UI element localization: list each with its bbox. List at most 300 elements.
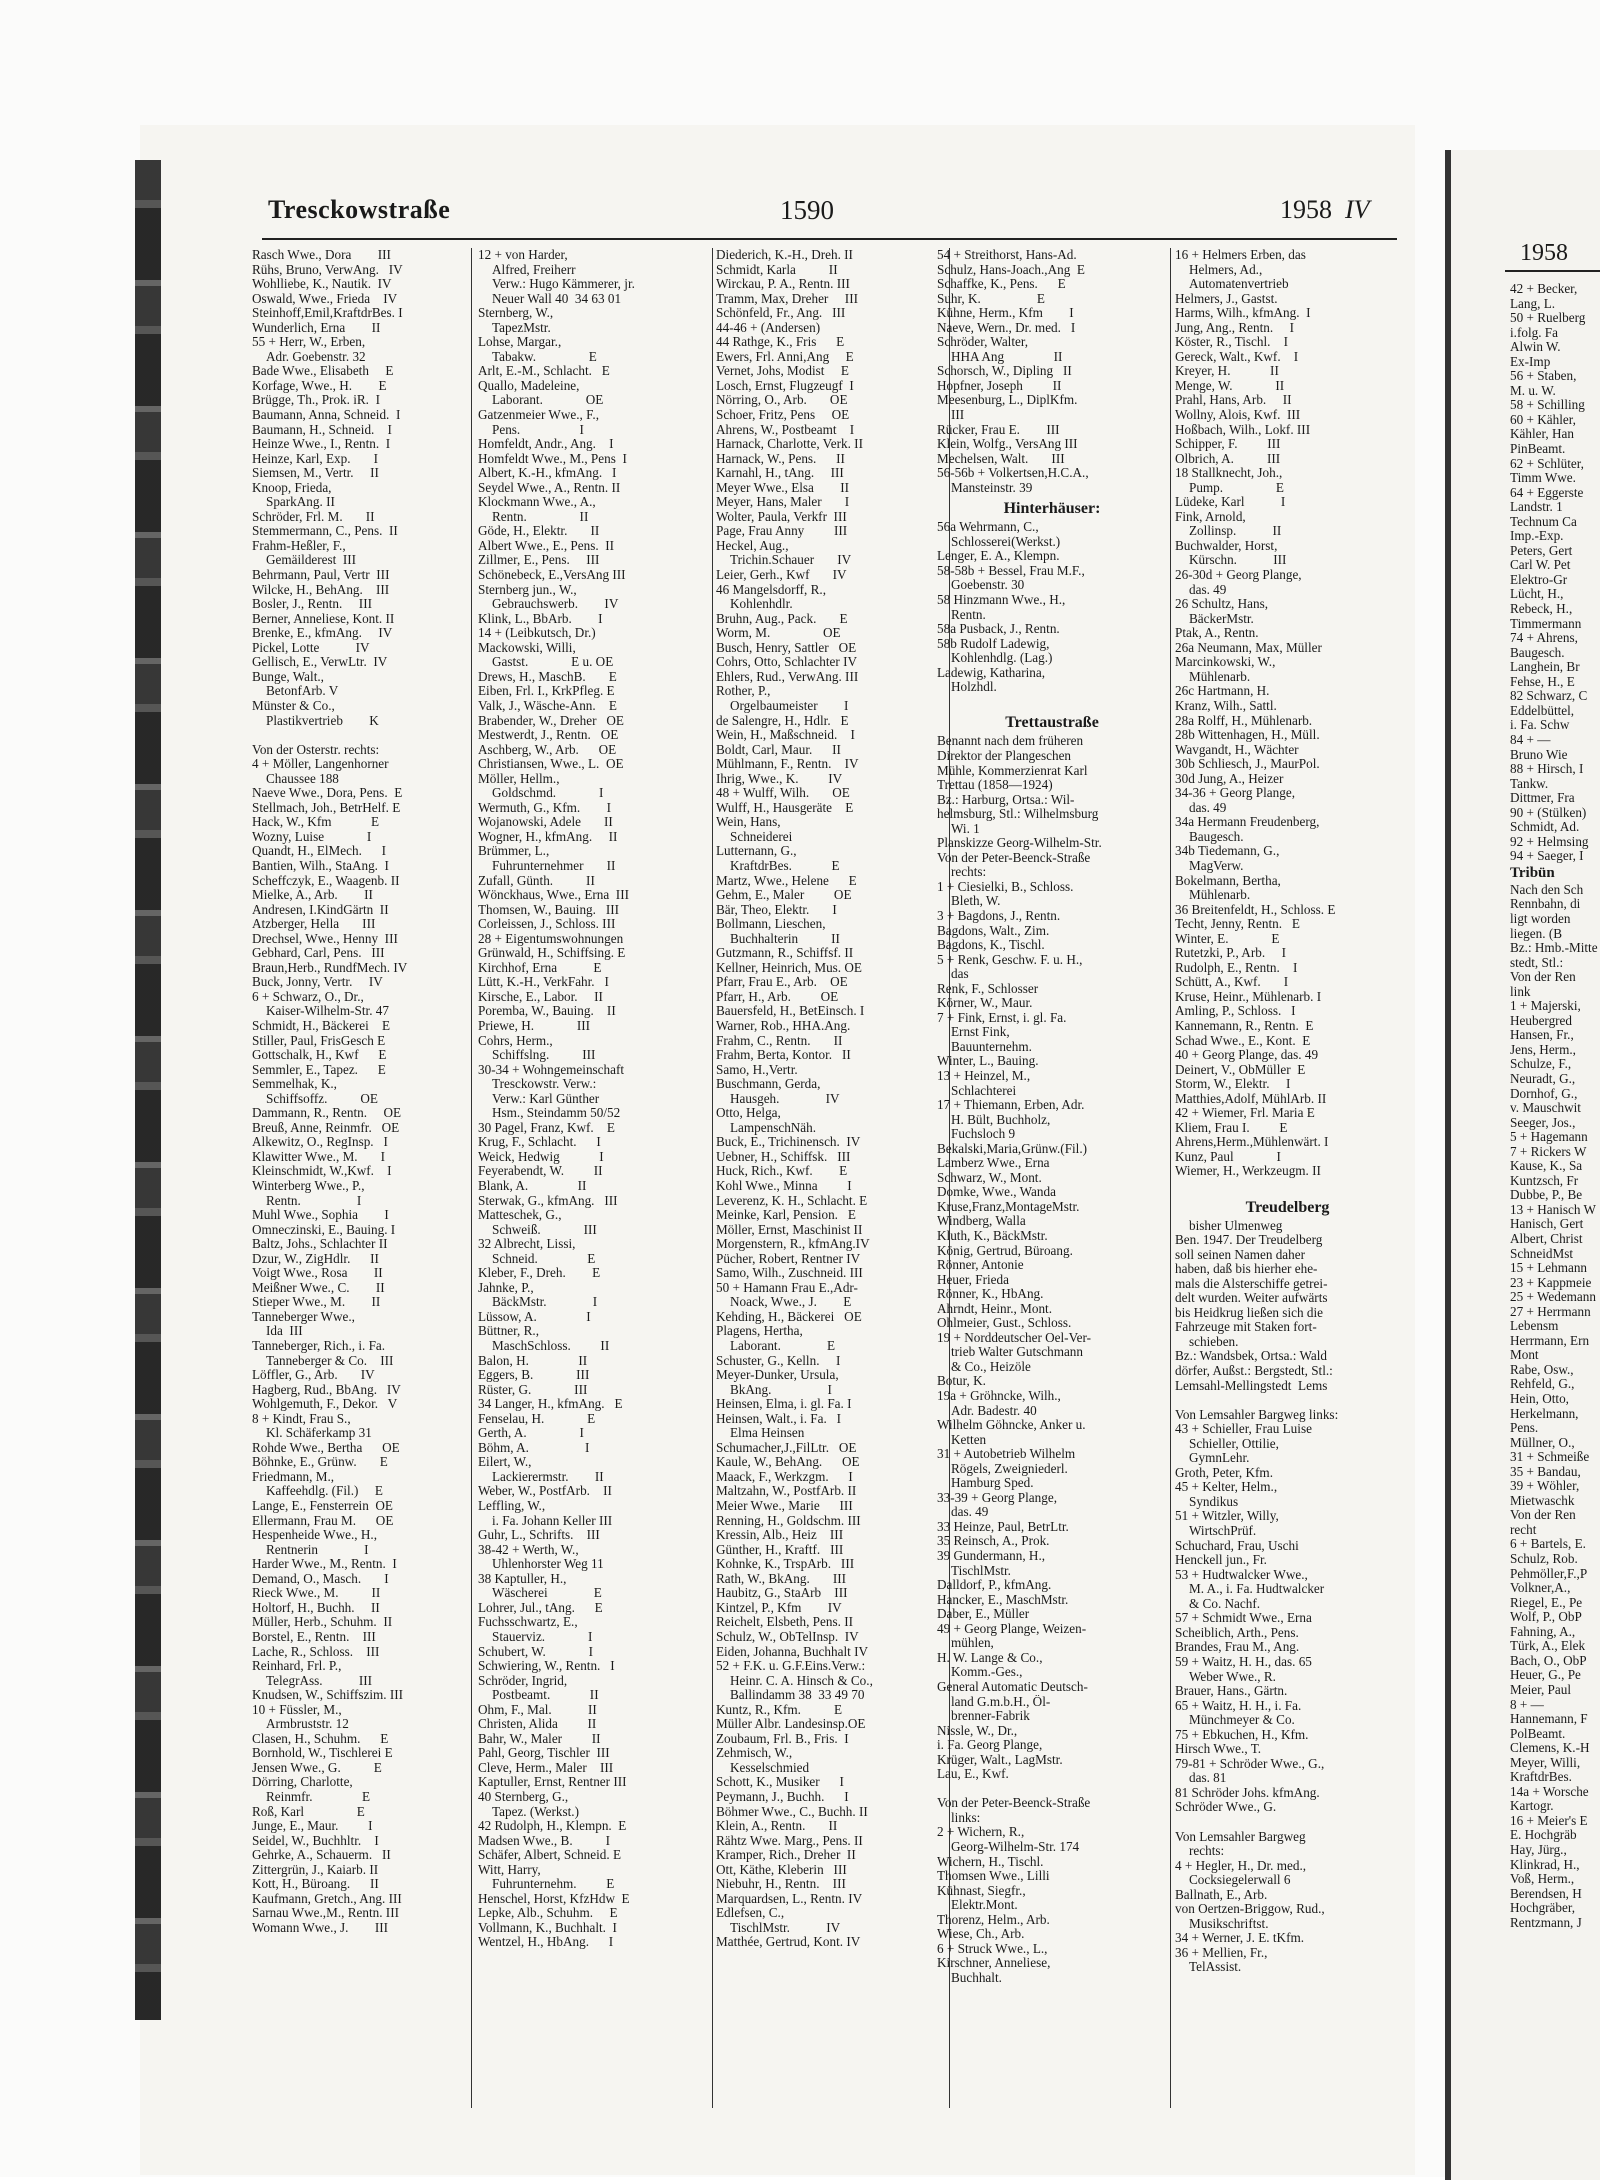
directory-entry: 48 + Wulff, Wilh. OE xyxy=(716,786,850,801)
directory-entry: Atzberger, Hella III xyxy=(252,917,376,932)
directory-entry: Günther, H., Kraftf. III xyxy=(716,1542,844,1557)
directory-entry: Kranz, Wilh., Sattl. xyxy=(1175,698,1277,713)
directory-entry: Bz.: Wandsbek, Ortsa.: Wald xyxy=(1175,1349,1327,1364)
directory-entry: Fahrzeuge mit Staken fort- xyxy=(1175,1320,1317,1335)
directory-entry: 34-36 + Georg Plange, xyxy=(1175,786,1296,801)
directory-entry: Hagberg, Rud., BbAng. IV xyxy=(252,1382,401,1397)
directory-entry: 55 + Herr, W., Erben, xyxy=(252,335,366,350)
directory-entry: Meißner Wwe., C. II xyxy=(252,1280,385,1295)
directory-entry: 44 Rathge, K., Fris E xyxy=(716,335,845,350)
entry-continuation: mühlen, xyxy=(951,1636,994,1651)
entry-continuation: TelegrAss. III xyxy=(266,1673,373,1688)
directory-entry: Von Lemsahler Bargweg links: xyxy=(1175,1407,1339,1422)
entry-continuation: Fahning, A., xyxy=(1510,1623,1576,1639)
directory-entry: Plagens, Hertha, xyxy=(716,1324,803,1339)
directory-column-5 xyxy=(1175,248,1400,2128)
entry-continuation: Postbeamt. II xyxy=(492,1688,599,1703)
directory-entry: Alkewitz, O., RegInsp. I xyxy=(252,1135,388,1150)
directory-entry: 2 + Wichern, R., xyxy=(937,1825,1025,1840)
entry-continuation: Verw.: Karl Günther xyxy=(492,1091,600,1106)
directory-entry: Rieck Wwe., M. II xyxy=(252,1586,381,1601)
directory-entry: Mühle, Kommerzienrat Karl xyxy=(937,763,1088,778)
directory-entry: Zehmisch, W., xyxy=(716,1746,793,1761)
directory-entry: 13 + Heinzel, M., xyxy=(937,1068,1031,1083)
entry-continuation: Wi. 1 xyxy=(951,821,980,836)
directory-entry: 38 Kaptuller, H., xyxy=(478,1571,567,1586)
directory-entry: Kleber, F., Dreh. E xyxy=(478,1266,601,1281)
entry-continuation: Tabakw. E xyxy=(492,349,597,364)
entry-continuation: Langhein, Br xyxy=(1510,659,1580,675)
entry-continuation: Berendsen, H xyxy=(1510,1885,1582,1901)
directory-entry: 32 Albrecht, Lissi, xyxy=(478,1237,576,1252)
directory-entry: Bär, Theo, Elektr. I xyxy=(716,902,837,917)
directory-entry: Tanneberger, Rich., i. Fa. xyxy=(252,1339,386,1354)
entry-continuation: Kohlenhdlr. xyxy=(730,597,793,612)
directory-entry: Bade Wwe., Elisabeth E xyxy=(252,364,394,379)
directory-entry: Quandt, H., ElMech. I xyxy=(252,844,387,859)
directory-entry: Lange, E., Fensterrein OE xyxy=(252,1499,393,1514)
directory-entry: Kleinschmidt, W.,Kwf. I xyxy=(252,1164,392,1179)
directory-entry: Berner, Anneliese, Kont. II xyxy=(252,611,395,626)
directory-entry: Rasch Wwe., Dora III xyxy=(252,248,391,262)
entry-continuation: TapezMstr. xyxy=(492,320,551,335)
entry-continuation: das. 49 xyxy=(1189,582,1227,597)
directory-entry: Menge, W. II xyxy=(1175,378,1285,393)
directory-entry: Botur, K. xyxy=(937,1374,986,1389)
entry-continuation: Lücht, H., xyxy=(1510,586,1564,602)
entry-continuation: Adr. Badestr. 40 xyxy=(951,1403,1037,1418)
directory-entry: Vollmann, K., Buchhalt. I xyxy=(478,1920,617,1935)
directory-entry: Kirschner, Anneliese, xyxy=(937,1956,1051,1971)
directory-entry: Klockmann Wwe., A., xyxy=(478,495,596,510)
directory-entry: Bagdons, Walt., Zim. xyxy=(937,923,1050,938)
entry-continuation: Heubergred xyxy=(1510,1012,1573,1028)
entry-continuation: Noack, Wwe., J. E xyxy=(730,1295,852,1310)
entry-continuation: Gebrauchswerb. IV xyxy=(492,597,619,612)
directory-entry: Henckell jun., Fr. xyxy=(1175,1553,1267,1568)
entry-continuation: Hamburg Sped. xyxy=(951,1476,1034,1491)
directory-entry: Kaufmann, Gretch., Ang. III xyxy=(252,1891,402,1906)
directory-entry: Harnack, W., Pens. II xyxy=(716,451,845,466)
entry-continuation: Orgelbaumeister I xyxy=(730,698,849,713)
directory-entry: 58b Rudolf Ladewig, xyxy=(937,636,1050,651)
directory-entry: Rönner, Antonie xyxy=(937,1258,1024,1273)
directory-entry: Schoer, Fritz, Pens OE xyxy=(716,408,850,423)
directory-entry: Techt, Jenny, Rentn. E xyxy=(1175,917,1300,932)
entry-continuation: Helmers, Ad., xyxy=(1189,262,1263,277)
directory-entry: 3 + Bagdons, J., Rentn. xyxy=(937,908,1061,923)
directory-entry: Wavgandt, H., Wächter xyxy=(1175,742,1299,757)
directory-entry: Frahm, C., Rentn. II xyxy=(716,1033,843,1048)
directory-entry: Ellermann, Frau M. OE xyxy=(252,1513,394,1528)
directory-entry: Ahrens,Herm.,Mühlenwärt. I xyxy=(1175,1135,1329,1150)
entry-continuation: WirtschPrüf. xyxy=(1189,1524,1257,1539)
entry-continuation: Münchmeyer & Co. xyxy=(1189,1713,1295,1728)
directory-entry: Clasen, H., Schuhm. E xyxy=(252,1731,389,1746)
directory-entry: Meyer-Dunker, Ursula, xyxy=(716,1368,839,1383)
directory-entry: Büttner, R., xyxy=(478,1324,540,1339)
directory-entry: Krüger, Walt., LagMstr. xyxy=(937,1752,1063,1767)
entry-continuation: Bach, O., ObP xyxy=(1510,1652,1587,1668)
directory-entry: Drews, H., MaschB. E xyxy=(478,669,617,684)
directory-entry: Stellmach, Joh., BetrHelf. E xyxy=(252,800,401,815)
directory-entry: 33 Heinze, Paul, BetrLtr. xyxy=(937,1519,1069,1534)
directory-entry: Meesenburg, L., DiplKfm. xyxy=(937,393,1078,408)
directory-entry: Baltz, Johs., Schlachter II xyxy=(252,1237,388,1252)
entry-continuation: Wolf, P., ObP xyxy=(1510,1609,1582,1625)
directory-entry: Bekalski,Maria,Grünw.(Fil.) xyxy=(937,1141,1088,1156)
directory-entry: Nörring, O., Arb. OE xyxy=(716,393,848,408)
page-street-heading: Tresckowstraße xyxy=(268,195,451,224)
directory-entry: Buck, Jonny, Vertr. IV xyxy=(252,975,383,990)
directory-entry: Ahrens, W., Postbeamt I xyxy=(716,422,855,437)
directory-entry: Quallo, Madeleine, xyxy=(478,378,580,393)
directory-entry: Wollny, Alois, Kwf. III xyxy=(1175,408,1301,423)
directory-entry: Müller Albr. Landesinsp.OE xyxy=(716,1717,866,1732)
entry-continuation: Schneiderei xyxy=(730,829,793,844)
directory-entry: 58a Pusback, J., Rentn. xyxy=(937,622,1060,637)
entry-continuation: Mühlenarb. xyxy=(1189,669,1251,684)
directory-entry: Semmler, E., Tapez. E xyxy=(252,1062,386,1077)
directory-entry: 45 + Kelter, Helm., xyxy=(1175,1480,1278,1495)
directory-entry: Fuchsschwartz, E., xyxy=(478,1615,578,1630)
directory-entry: Leverenz, K. H., Schlacht. E xyxy=(716,1193,868,1208)
directory-entry: Heuer, Frieda xyxy=(937,1272,1009,1287)
directory-entry: Winter, E. E xyxy=(1175,931,1280,946)
directory-entry: Bosler, J., Rentn. III xyxy=(252,597,372,612)
directory-entry: Albert, K.-H., kfmAng. I xyxy=(478,466,617,481)
blank-line xyxy=(1175,1815,1400,1830)
directory-column-3 xyxy=(716,248,946,2128)
directory-entry: 92 + Helmsing xyxy=(1510,833,1589,849)
directory-entry: Zittergrün, J., Kaiarb. II xyxy=(252,1862,379,1877)
directory-entry: Wein, H., Maßschneid. I xyxy=(716,728,855,743)
directory-entry: Von der Peter-Beenck-Straße xyxy=(937,850,1091,865)
directory-entry: mals die Alsterschiffe getrei- xyxy=(1175,1276,1328,1291)
directory-entry: Lohrer, Jul., tAng. E xyxy=(478,1600,603,1615)
directory-entry: 31 + Autobetrieb Wilhelm xyxy=(937,1447,1076,1462)
entry-continuation: Meyer, Willi, xyxy=(1510,1754,1581,1770)
directory-entry: Wönckhaus, Wwe., Erna III xyxy=(478,888,629,903)
directory-entry: Dalldorf, P., kfmAng. xyxy=(937,1578,1052,1593)
directory-entry: Sternberg, W., xyxy=(478,306,554,321)
directory-entry: dörfer, Außst.: Bergstedt, Stl.: xyxy=(1175,1364,1333,1379)
entry-continuation: das. 49 xyxy=(1189,800,1227,815)
entry-continuation: Reinmfr. E xyxy=(266,1789,371,1804)
directory-entry: Münster & Co., xyxy=(252,698,335,713)
directory-entry: 54 + Streithorst, Hans-Ad. xyxy=(937,248,1077,262)
entry-continuation: Baugesch. xyxy=(1510,644,1565,660)
directory-entry: 19a + Gröhncke, Wilh., xyxy=(937,1389,1061,1404)
directory-entry: 5 + Hagemann xyxy=(1510,1129,1588,1145)
entry-continuation: Schweiß. III xyxy=(492,1222,597,1237)
directory-entry: Olbrich, A. III xyxy=(1175,451,1281,466)
directory-entry: Nach den Sch xyxy=(1510,881,1584,897)
directory-entry: Ewers, Frl. Anni,Ang E xyxy=(716,349,854,364)
directory-entry: 34b Tiedemann, G., xyxy=(1175,844,1280,859)
directory-entry: 8 + Kindt, Frau S., xyxy=(252,1411,351,1426)
directory-entry: Deinert, V., ObMüller E xyxy=(1175,1062,1306,1077)
directory-entry: Behrmann, Paul, Vertr III xyxy=(252,568,390,583)
directory-entry: Schütt, A., Kwf. I xyxy=(1175,975,1289,990)
directory-entry: Windberg, Walla xyxy=(937,1214,1026,1229)
directory-entry: Weick, Hedwig I xyxy=(478,1149,604,1164)
directory-entry: Von der Osterstr. rechts: xyxy=(252,742,380,757)
entry-continuation: Hochgräber, xyxy=(1510,1900,1576,1916)
directory-entry: 40 + Georg Plange, das. 49 xyxy=(1175,1048,1319,1063)
directory-entry: Frahm, Berta, Kontor. II xyxy=(716,1048,851,1063)
directory-entry: 26-30d + Georg Plange, xyxy=(1175,568,1302,583)
entry-continuation: Dittmer, Fra xyxy=(1510,790,1575,806)
directory-entry: Schubert, W. I xyxy=(478,1644,594,1659)
directory-entry: Leffling, W., xyxy=(478,1499,546,1514)
directory-entry: 51 + Witzler, Willy, xyxy=(1175,1509,1279,1524)
directory-entry: 40 Sternberg, G., xyxy=(478,1789,569,1804)
directory-entry: 31 + Schmeiße xyxy=(1510,1449,1590,1465)
blank-line xyxy=(937,1782,1167,1797)
directory-entry: Heinsen, Elma, i. gl. Fa. I xyxy=(716,1397,852,1412)
entry-continuation: Kaiser-Wilhelm-Str. 47 xyxy=(266,1004,389,1019)
directory-entry: Muhl Wwe., Sophia I xyxy=(252,1208,389,1223)
directory-entry: Buchwalder, Horst, xyxy=(1175,538,1278,553)
entry-continuation: Rentnerin I xyxy=(266,1542,369,1557)
directory-entry: 19 + Norddeutscher Oel-Ver- xyxy=(937,1330,1092,1345)
directory-entry: Witt, Harry, xyxy=(478,1862,541,1877)
entry-continuation: Hausgeh. IV xyxy=(730,1091,840,1106)
directory-entry: 58-58b + Bessel, Frau M.F., xyxy=(937,563,1085,578)
entry-continuation: Syndikus xyxy=(1189,1494,1239,1509)
entry-continuation: Kl. Schäferkamp 31 xyxy=(266,1426,372,1441)
directory-entry: Schröder, Frl. M. II xyxy=(252,509,375,524)
entry-continuation: Mansteinstr. 39 xyxy=(951,480,1033,495)
directory-entry: Schmidt, H., Bäckerei E xyxy=(252,1018,391,1033)
directory-entry: Bantien, Wilh., StaAng. I xyxy=(252,858,389,873)
directory-entry: Meier Wwe., Marie III xyxy=(716,1499,853,1514)
directory-column-4 xyxy=(937,248,1167,2128)
directory-entry: Breuß, Anne, Reinmfr. OE xyxy=(252,1120,400,1135)
directory-entry: Kluth, K., BäckMstr. xyxy=(937,1229,1048,1243)
directory-entry: Wolter, Paula, Verkfr III xyxy=(716,509,847,524)
entry-continuation: Mont xyxy=(1510,1347,1539,1363)
directory-entry: 49 + Georg Plange, Weizen- xyxy=(937,1621,1087,1636)
directory-entry: Wentzel, H., HbAng. I xyxy=(478,1935,614,1950)
directory-entry: Knoop, Frieda, xyxy=(252,480,332,495)
entry-continuation: Voß, Herm., xyxy=(1510,1871,1575,1887)
directory-entry: Ohm, F., Mal. II xyxy=(478,1702,597,1717)
directory-entry: Mechelsen, Walt. III xyxy=(937,451,1065,466)
directory-entry: Brügge, Th., Prok. iR. I xyxy=(252,393,380,408)
entry-continuation: Ernst Fink, xyxy=(951,1025,1010,1040)
entry-continuation: Pehmöller,F.,P xyxy=(1510,1565,1588,1581)
directory-entry: Hespenheide Wwe., H., xyxy=(252,1528,377,1543)
directory-entry: Mühlmann, F., Rentn. IV xyxy=(716,757,859,772)
directory-entry: Pfarr, Frau E., Arb. OE xyxy=(716,975,848,990)
directory-entry: 30 Pagel, Franz, Kwf. E xyxy=(478,1120,615,1135)
entry-continuation: Rögels, Zweigniederl. xyxy=(951,1461,1068,1476)
entry-continuation: Kuntzsch, Fr xyxy=(1510,1172,1579,1188)
directory-entry: Kressin, Alb., Heiz III xyxy=(716,1528,844,1543)
directory-entry: Meyer, Hans, Maler I xyxy=(716,495,850,510)
directory-entry: Lüdeke, Karl I xyxy=(1175,495,1286,510)
entry-continuation: BkAng. I xyxy=(730,1382,832,1397)
entry-continuation: Fuhrunternehmer II xyxy=(492,858,616,873)
directory-entry: Brauer, Hans., Gärtn. xyxy=(1175,1684,1288,1699)
directory-entry: Maltzahn, W., PostfArb. II xyxy=(716,1484,857,1499)
directory-entry: Samo, H.,Vertr. xyxy=(716,1062,798,1077)
directory-entry: Lepke, Alb., Schuhm. E xyxy=(478,1906,618,1921)
directory-entry: Jung, Ang., Rentn. I xyxy=(1175,320,1295,335)
directory-entry: Maack, F., Werkzgm. I xyxy=(716,1469,853,1484)
directory-entry: 81 Schröder Johs. kfmAng. xyxy=(1175,1785,1320,1800)
directory-entry: Schuchard, Frau, Uschi xyxy=(1175,1538,1299,1553)
directory-entry: Trettau (1858—1924) xyxy=(937,778,1053,793)
entry-continuation: Kause, K., Sa xyxy=(1510,1158,1583,1174)
directory-entry: Aschberg, W., Arb. OE xyxy=(478,742,617,757)
directory-entry: Peymann, J., Buchh. I xyxy=(716,1789,849,1804)
directory-entry: Schorsch, W., Dipling II xyxy=(937,364,1072,379)
entry-continuation: Stauerviz. I xyxy=(492,1629,593,1644)
directory-entry: Madsen Wwe., B. I xyxy=(478,1833,610,1848)
directory-entry: Domke, Wwe., Wanda xyxy=(937,1185,1056,1200)
entry-continuation: Automatenvertrieb xyxy=(1189,277,1289,292)
directory-entry: 4 + Hegler, H., Dr. med., xyxy=(1175,1858,1307,1873)
directory-entry: Boldt, Carl, Maur. II xyxy=(716,742,841,757)
directory-entry: Zillmer, E., Pens. III xyxy=(478,553,600,568)
directory-entry: Naeve Wwe., Dora, Pens. E xyxy=(252,786,403,801)
directory-entry: Schott, K., Musiker I xyxy=(716,1775,844,1790)
directory-entry: Braun,Herb., RundfMech. IV xyxy=(252,960,408,975)
directory-entry: Rühs, Bruno, VerwAng. IV xyxy=(252,262,403,277)
directory-entry: Reichelt, Elsbeth, Pens. II xyxy=(716,1615,853,1630)
entry-continuation: Dubbe, P., Be xyxy=(1510,1187,1583,1203)
directory-entry: 6 + Struck Wwe., L., xyxy=(937,1941,1048,1956)
entry-continuation: KraftdrBes. E xyxy=(730,858,840,873)
directory-entry: 88 + Hirsch, I xyxy=(1510,761,1584,777)
directory-entry: Priewe, H. III xyxy=(478,1018,591,1033)
directory-entry: Matthée, Gertrud, Kont. IV xyxy=(716,1935,861,1950)
directory-entry: Rähtz Wwe. Marg., Pens. II xyxy=(716,1833,863,1848)
entry-continuation: Rennbahn, di xyxy=(1510,896,1581,912)
directory-entry: Bz.: Harburg, Ortsa.: Wil- xyxy=(937,792,1075,807)
directory-entry: Pahl, Georg, Tischler III xyxy=(478,1746,610,1761)
directory-entry: Lau, E., Kwf. xyxy=(937,1767,1009,1782)
entry-continuation: Klinkrad, H., xyxy=(1510,1856,1580,1872)
entry-continuation: Bruno Wie xyxy=(1510,746,1568,762)
directory-entry: Wohlgemuth, F., Dekor. V xyxy=(252,1397,398,1412)
directory-entry: Klein, Wolfg., VersAng III xyxy=(937,437,1078,452)
directory-entry: Jahnke, P., xyxy=(478,1280,534,1295)
directory-entry: König, Gertrud, Büroang. xyxy=(937,1243,1073,1258)
entry-continuation: Schiffslng. III xyxy=(492,1048,596,1063)
directory-entry: Edlefsen, C., xyxy=(716,1906,785,1921)
directory-entry: Balon, H. II xyxy=(478,1353,588,1368)
directory-entry: Eiben, Frl. I., KrkPfleg. E xyxy=(478,684,615,699)
directory-entry: Renning, H., Goldschm. III xyxy=(716,1513,861,1528)
directory-entry: Matthies,Adolf, MühlArb. II xyxy=(1175,1091,1327,1106)
directory-entry: Krug, F., Schlacht. I xyxy=(478,1135,601,1150)
directory-entry: Lüssow, A. I xyxy=(478,1309,591,1324)
directory-entry: Worm, M. OE xyxy=(716,626,841,641)
directory-entry: Cohrs, Herm., xyxy=(478,1033,553,1048)
directory-entry: Womann Wwe., J. III xyxy=(252,1920,389,1935)
directory-entry: 27 + Herrmann xyxy=(1510,1303,1591,1319)
directory-entry: 26a Neumann, Max, Müller xyxy=(1175,640,1322,655)
directory-entry: Voigt Wwe., Rosa II xyxy=(252,1266,383,1281)
entry-continuation: das xyxy=(951,967,969,982)
entry-continuation: Fuchsloch 9 xyxy=(951,1127,1016,1142)
entry-continuation: Kähler, Han xyxy=(1510,426,1574,442)
directory-entry: Corleissen, J., Schloss. III xyxy=(478,917,616,932)
directory-entry: 28 + Eigentumswohnungen xyxy=(478,931,624,946)
directory-entry: Frahm-Heßler, F., xyxy=(252,538,346,553)
entry-continuation: i. Fa. Johann Keller III xyxy=(492,1513,613,1528)
directory-entry: Heinze, Karl, Exp. I xyxy=(252,451,378,466)
directory-entry: Kreyer, H. II xyxy=(1175,364,1279,379)
entry-continuation: Tanneberger & Co. III xyxy=(266,1353,394,1368)
directory-entry: 14a + Worsche xyxy=(1510,1783,1589,1799)
directory-entry: Renk, F., Schlosser xyxy=(937,981,1039,996)
directory-entry: Matteschek, G., xyxy=(478,1208,562,1223)
entry-continuation: Pump. E xyxy=(1189,480,1284,495)
directory-entry: 7 + Rickers W xyxy=(1510,1143,1587,1159)
directory-entry: 1 + Ciesielki, B., Schloss. xyxy=(937,879,1074,894)
directory-entry: 57 + Schmidt Wwe., Erna xyxy=(1175,1611,1312,1626)
entry-continuation: Zollinsp. II xyxy=(1189,524,1282,539)
directory-entry: Kohnke, K., TrspArb. III xyxy=(716,1557,855,1572)
directory-entry: 26c Hartmann, H. xyxy=(1175,684,1270,699)
directory-entry: Lütt, K.-H., VerkFahr. I xyxy=(478,975,609,990)
directory-entry: Homfeldt Wwe., M., Pens I xyxy=(478,451,627,466)
directory-entry: Wichern, H., Tischl. xyxy=(937,1854,1044,1869)
directory-entry: Meinke, Karl, Pension. E xyxy=(716,1208,856,1223)
directory-entry: Lohse, Margar., xyxy=(478,335,562,350)
directory-entry: 34 Langer, H., kfmAng. E xyxy=(478,1397,623,1412)
directory-entry: Harder Wwe., M., Rentn. I xyxy=(252,1557,397,1572)
directory-entry: Kühne, Herm., Kfm I xyxy=(937,306,1074,321)
entry-continuation: Goldschmd. I xyxy=(492,786,604,801)
entry-continuation: M. u. W. xyxy=(1510,382,1556,398)
directory-entry: Jensen Wwe., G. E xyxy=(252,1760,382,1775)
directory-entry: Groth, Peter, Kfm. xyxy=(1175,1465,1273,1480)
entry-continuation: Armbruststr. 12 xyxy=(266,1717,349,1732)
directory-entry: Von der Ren xyxy=(1510,1507,1576,1523)
entry-continuation: HHA Ang II xyxy=(951,349,1063,364)
directory-entry: Wojanowski, Adele II xyxy=(478,815,613,830)
directory-entry: delt wurden. Weiter aufwärts xyxy=(1175,1291,1328,1306)
entry-continuation: Mühlenarb. xyxy=(1189,888,1251,903)
adjacent-page-column xyxy=(1510,282,1600,2152)
directory-entry: Lemsahl-Mellingstedt Lems xyxy=(1175,1378,1328,1393)
entry-continuation: Verw.: Hugo Kämmerer, jr. xyxy=(492,277,635,292)
directory-entry: 79-81 + Schröder Wwe., G., xyxy=(1175,1756,1325,1771)
directory-entry: Bokelmann, Bertha, xyxy=(1175,873,1281,888)
directory-entry: Löffler, G., Arb. IV xyxy=(252,1368,375,1383)
entry-continuation: Riegel, E., Pe xyxy=(1510,1594,1583,1610)
entry-continuation: Schulz, Rob. xyxy=(1510,1551,1578,1567)
entry-continuation: Heuer, G., Pe xyxy=(1510,1667,1581,1683)
entry-continuation: stedt, Stl.: xyxy=(1510,954,1564,970)
directory-entry: Zufall, Günth. II xyxy=(478,873,595,888)
directory-entry: H. W. Lange & Co., xyxy=(937,1650,1043,1665)
entry-continuation: Rehfeld, G., xyxy=(1510,1376,1575,1392)
directory-entry: 35 Reinsch, A., Prok. xyxy=(937,1534,1050,1549)
directory-entry: 90 + (Stülken) xyxy=(1510,804,1587,820)
entry-continuation: SparkAng. II xyxy=(266,495,335,510)
entry-continuation: Rentn. II xyxy=(492,509,589,524)
directory-entry: Henschel, Horst, KfzHdw E xyxy=(478,1891,630,1906)
blank-line xyxy=(1175,1393,1400,1408)
entry-continuation: Schlosserei(Werkst.) xyxy=(951,534,1061,549)
